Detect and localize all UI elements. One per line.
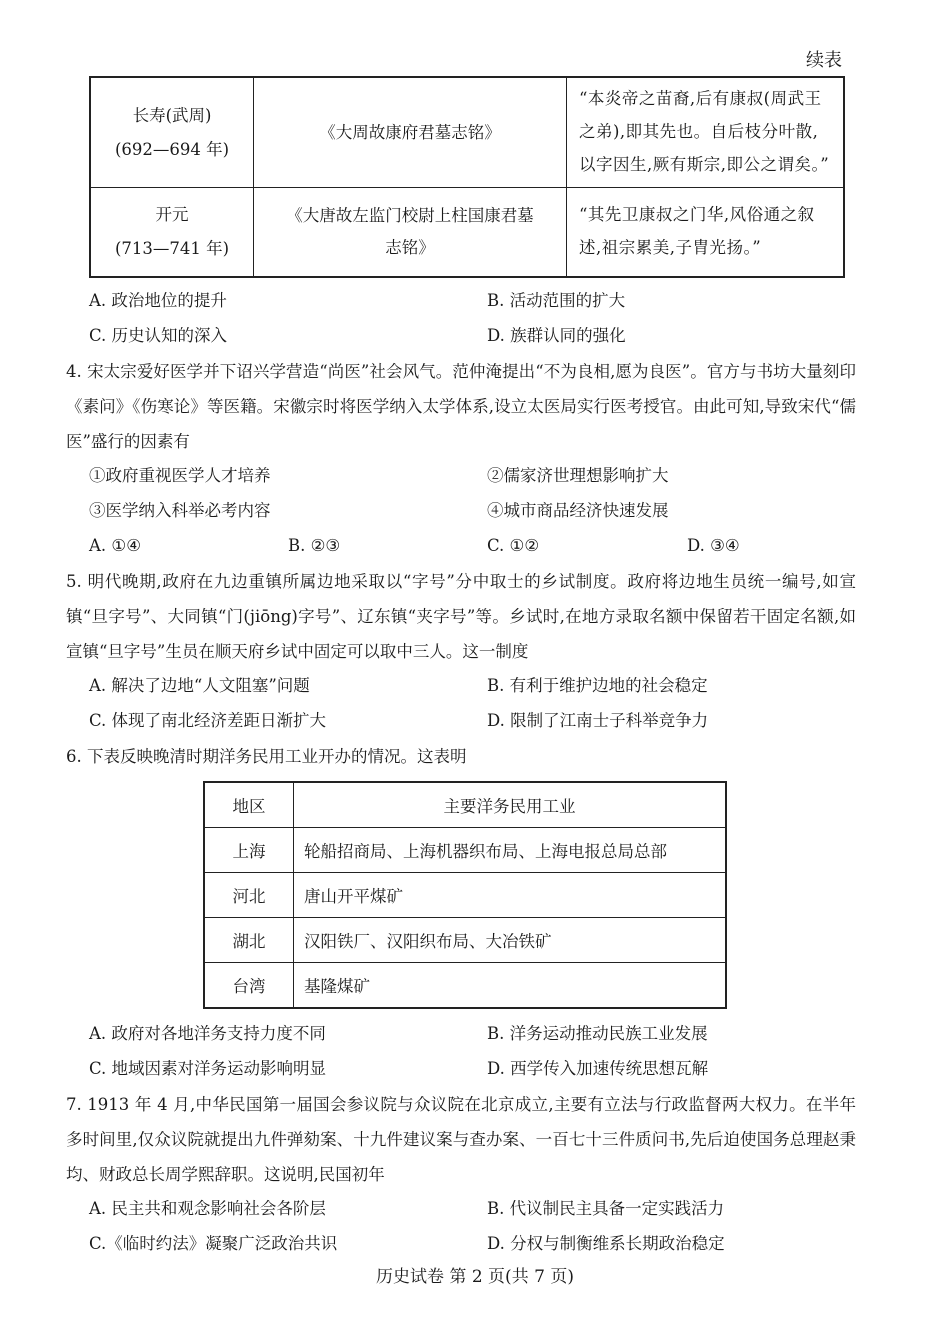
q7-option-b[interactable]: B. 代议制民主具备一定实践活力	[487, 1199, 725, 1218]
q7-option-d[interactable]: D. 分权与制衡维系长期政治稳定	[487, 1234, 725, 1253]
page-footer: 历史试卷 第 2 页(共 7 页)	[376, 1267, 574, 1287]
table-row	[90, 77, 844, 188]
q5-option-d[interactable]: D. 限制了江南士子科举竞争力	[487, 711, 709, 730]
q3-option-c[interactable]: C. 历史认知的深入	[89, 326, 228, 345]
q4-option-a[interactable]: A. ①④	[89, 536, 141, 555]
table-header-row	[204, 782, 726, 828]
inscription-table	[89, 76, 845, 278]
inscription-content: “其先卫康叔之门华,风俗通之叙述,祖宗累美,子胄光扬。”	[567, 188, 845, 277]
industry-cell: 汉阳铁厂、汉阳织布局、大冶铁矿	[294, 918, 727, 963]
table-row	[204, 963, 726, 1009]
period-cell	[90, 77, 254, 188]
industry-cell: 轮船招商局、上海机器织布局、上海电报总局总部	[294, 828, 727, 873]
q7-option-c[interactable]: C.《临时约法》凝聚广泛政治共识	[89, 1234, 338, 1253]
q4-item-3: ③医学纳入科举必考内容	[89, 501, 271, 520]
q5-option-c[interactable]: C. 体现了南北经济差距日渐扩大	[89, 711, 327, 730]
q5-option-b[interactable]: B. 有利于维护边地的社会稳定	[487, 676, 708, 695]
header-industry: 主要洋务民用工业	[294, 782, 727, 828]
table-row	[90, 188, 844, 277]
table-row	[204, 873, 726, 918]
q3-option-a[interactable]: A. 政治地位的提升	[89, 291, 227, 310]
q4-item-2: ②儒家济世理想影响扩大	[487, 466, 669, 485]
q6-option-c[interactable]: C. 地域因素对洋务运动影响明显	[89, 1059, 327, 1078]
period-name: 开元	[155, 204, 189, 224]
table-row	[204, 828, 726, 873]
q4-stem: 4. 宋太宗爱好医学并下诏兴学营造“尚医”社会风气。范仲淹提出“不为良相,愿为良医”。官方与书坊大量刻印《素问》《伤寒论》等医籍。宋徽宗时将医学纳入太学体系,设立太医局实行医考授官。由此可知,导致宋代“儒医”盛行的因素有	[66, 362, 856, 451]
q3-option-d[interactable]: D. 族群认同的强化	[487, 326, 626, 345]
q7-stem: 7. 1913 年 4 月,中华民国第一届国会参议院与众议院在北京成立,主要有立法与行政监督两大权力。在半年多时间里,仅众议院就提出九件弹劾案、十九件建议案与查办案、一百七十三件质问书,先后迫使国务总理赵秉均、财政总长周学熙辞职。这说明,民国初年	[66, 1095, 856, 1184]
q5-stem: 5. 明代晚期,政府在九边重镇所属边地采取以“字号”分中取士的乡试制度。政府将边地生员统一编号,如宣镇“旦字号”、大同镇“门(jiōng)字号”、辽东镇“夹字号”等。乡试时,在地方录取名额中保留若干固定名额,如宣镇“旦字号”生员在顺天府乡试中固定可以取中三人。这一制度	[66, 572, 856, 661]
inscription-content: “本炎帝之苗裔,后有康叔(周武王之弟),即其先也。自后枝分叶散,以字因生,厥有斯宗,即公之谓矣。”	[567, 77, 845, 188]
industry-cell: 唐山开平煤矿	[294, 873, 727, 918]
q6-option-d[interactable]: D. 西学传入加速传统思想瓦解	[487, 1059, 709, 1078]
q4-item-4: ④城市商品经济快速发展	[487, 501, 669, 520]
region-cell: 台湾	[204, 963, 294, 1009]
header-region: 地区	[204, 782, 294, 828]
period-years: (713—741 年)	[114, 238, 230, 258]
continued-label: 续表	[806, 50, 842, 71]
q4-option-d[interactable]: D. ③④	[687, 536, 740, 555]
q4-item-1: ①政府重视医学人才培养	[89, 466, 271, 485]
period-name: 长寿(武周)	[132, 105, 212, 125]
industry-table	[203, 781, 727, 1009]
industry-cell: 基隆煤矿	[294, 963, 727, 1009]
region-cell: 上海	[204, 828, 294, 873]
q3-option-b[interactable]: B. 活动范围的扩大	[487, 291, 626, 310]
period-cell	[90, 188, 254, 277]
q4-option-b[interactable]: B. ②③	[288, 536, 341, 555]
period-years: (692—694 年)	[114, 139, 230, 159]
q4-option-c[interactable]: C. ①②	[487, 536, 540, 555]
region-cell: 湖北	[204, 918, 294, 963]
region-cell: 河北	[204, 873, 294, 918]
q6-stem: 6. 下表反映晚清时期洋务民用工业开办的情况。这表明	[66, 747, 467, 766]
q5-option-a[interactable]: A. 解决了边地“人文阻塞”问题	[89, 676, 310, 695]
q6-option-b[interactable]: B. 洋务运动推动民族工业发展	[487, 1024, 708, 1043]
inscription-title: 《大周故康府君墓志铭》	[254, 77, 567, 188]
q6-option-a[interactable]: A. 政府对各地洋务支持力度不同	[89, 1024, 326, 1043]
q7-option-a[interactable]: A. 民主共和观念影响社会各阶层	[89, 1199, 326, 1218]
table-row	[204, 918, 726, 963]
inscription-title: 《大唐故左监门校尉上柱国康君墓志铭》	[254, 188, 567, 277]
